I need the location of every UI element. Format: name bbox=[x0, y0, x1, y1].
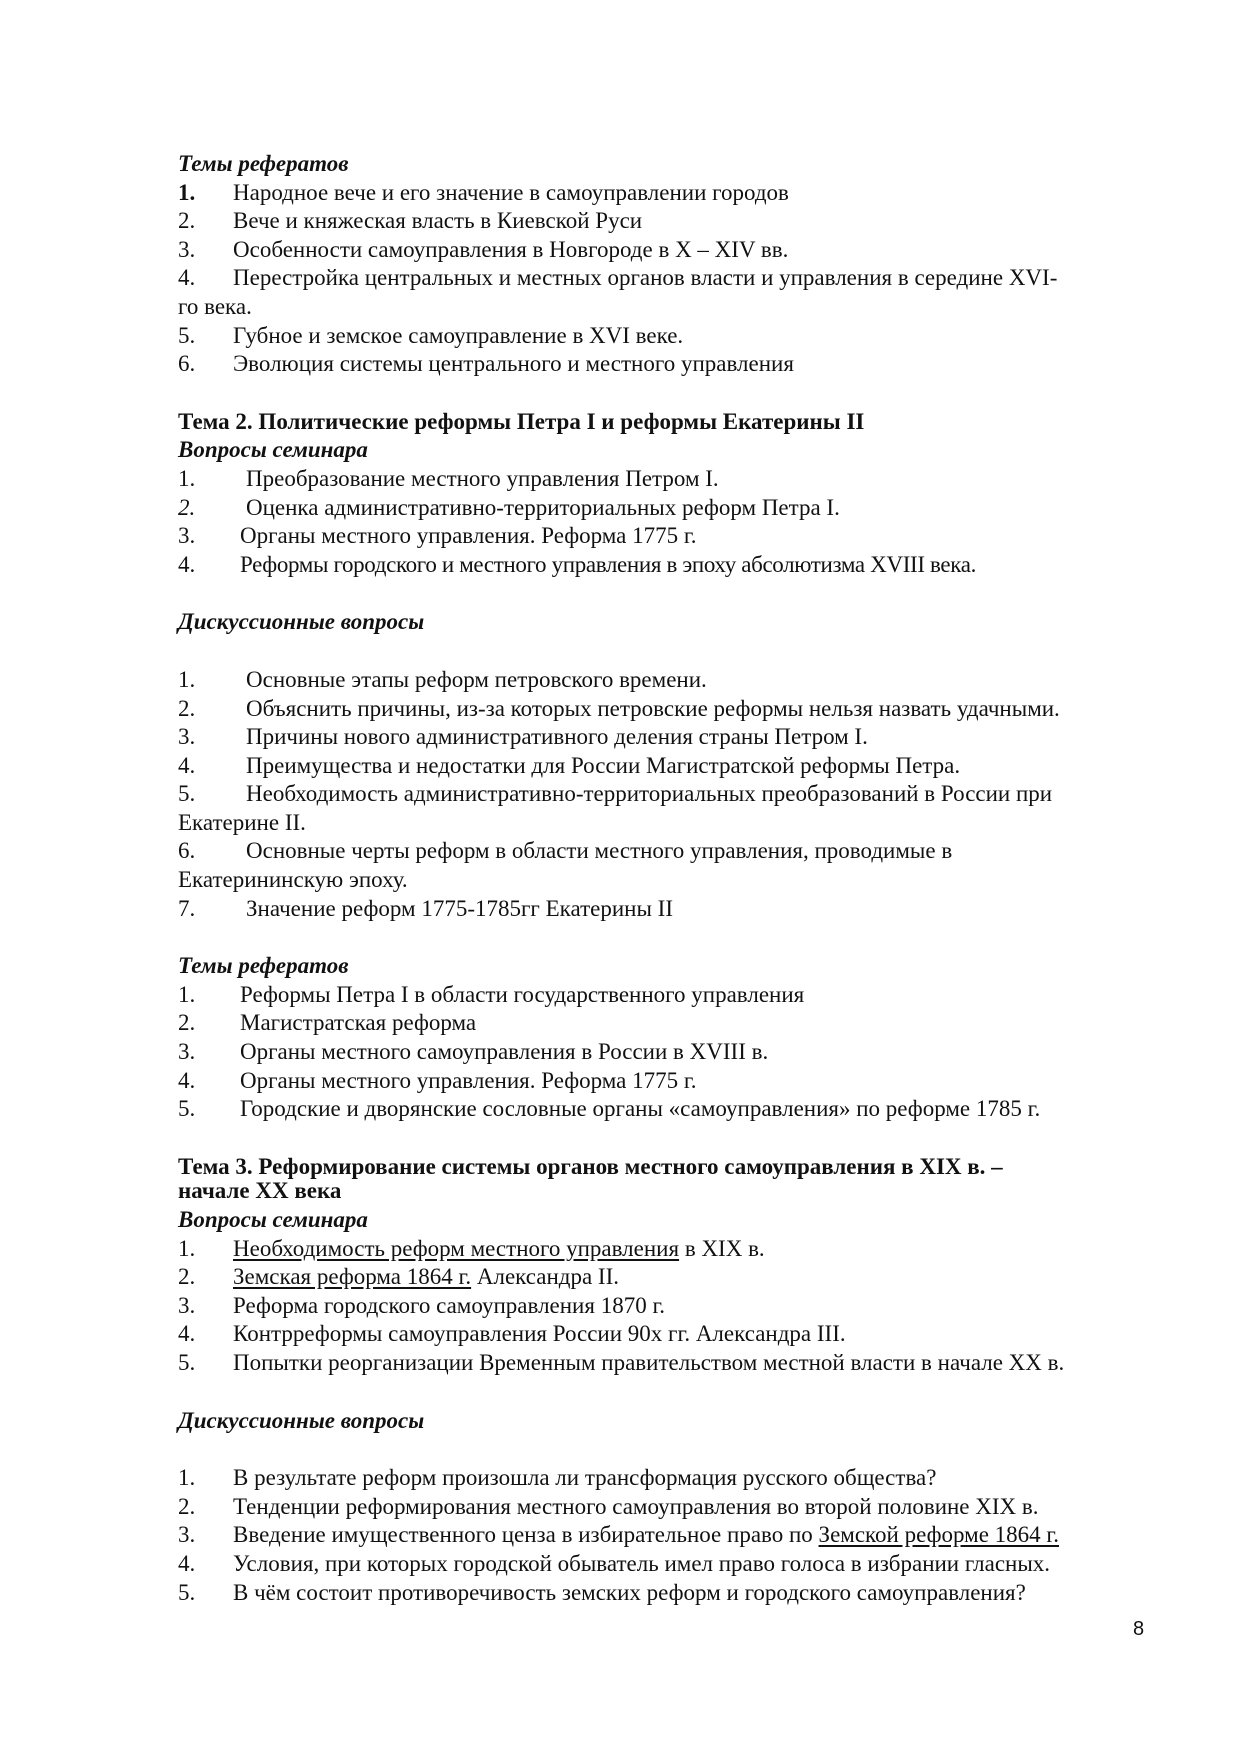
essays-heading: Темы рефератов bbox=[178, 151, 349, 176]
seminar-heading: Вопросы семинара bbox=[178, 437, 368, 463]
list-item: 4. Преимущества и недостатки для России Магистратской реформы Петра. bbox=[178, 752, 961, 778]
list-item: 3. Органы местного самоуправления в России в XVIII в. bbox=[178, 1039, 769, 1065]
discussion-heading: Дискуссионные вопросы bbox=[178, 609, 425, 635]
list-item: 3. Органы местного управления. Реформа 1775 г. bbox=[178, 523, 697, 549]
seminar-list bbox=[178, 465, 1138, 579]
topic-3-title: Тема 3. Реформирование системы органов местного самоуправления в XIX в. – начале XX века bbox=[178, 1153, 1003, 1204]
list-item: 3. Реформа городского самоуправления 1870 г. bbox=[178, 1292, 666, 1318]
topic-2-title: Тема 2. Политические реформы Петра I и реформы Екатерины II bbox=[178, 408, 865, 434]
list-item: 1. Основные этапы реформ петровского времени. bbox=[178, 666, 707, 692]
list-item: 1. В результате реформ произошла ли трансформация русского общества? bbox=[178, 1465, 937, 1491]
list-item: 1. Народное вече и его значение в самоуправлении городов bbox=[178, 179, 789, 205]
list-item: 5. Губное и земское самоуправление в XVI веке. bbox=[178, 322, 684, 348]
list-item: 4. Органы местного управления. Реформа 1775 г. bbox=[178, 1067, 697, 1093]
list-item: 7. Значение реформ 1775-1785гг Екатерины II bbox=[178, 895, 673, 921]
list-item: 1. Преобразование местного управления Петром I. bbox=[178, 465, 719, 491]
list-item: 1. Необходимость реформ местного управления в XIX в. bbox=[178, 1235, 765, 1261]
list-item: 2. Объяснить причины, из-за которых петровские реформы нельзя назвать удачными. bbox=[178, 695, 1060, 721]
list-item: 6. Основные черты реформ в области местного управления, проводимые в bbox=[178, 838, 953, 864]
list-item: 2. Земская реформа 1864 г. Александра II. bbox=[178, 1264, 619, 1290]
list-item: 2. Тенденции реформирования местного самоуправления во второй половине XIX в. bbox=[178, 1493, 1039, 1519]
list-item: 4. Контрреформы самоуправления России 90х гг. Александра III. bbox=[178, 1321, 846, 1347]
list-item-continuation: го века. bbox=[178, 293, 252, 319]
discussion-heading: Дискуссионные вопросы bbox=[178, 1407, 425, 1433]
list-item: 4. Реформы городского и местного управления в эпоху абсолютизма XVIII века. bbox=[178, 551, 977, 577]
list-item: 3. Особенности самоуправления в Новгороде в X – XIV вв. bbox=[178, 236, 789, 262]
seminar-heading: Вопросы семинара bbox=[178, 1207, 368, 1232]
list-item: 6. Эволюция системы центрального и местного управления bbox=[178, 351, 794, 377]
list-item: 2. Оценка административно-территориальных реформ Петра I. bbox=[178, 494, 840, 520]
list-item-continuation: Екатерининскую эпоху. bbox=[178, 867, 408, 893]
list-item: 5. Попытки реорганизации Временным правительством местной власти в начале XX в. bbox=[178, 1349, 1065, 1375]
discussion-list bbox=[178, 666, 1138, 923]
list-item-continuation: Екатерине II. bbox=[178, 809, 306, 835]
list-item: 3. Причины нового административного деления страны Петром I. bbox=[178, 724, 868, 750]
list-item: 4. Перестройка центральных и местных органов власти и управления в середине XVI- bbox=[178, 265, 1058, 291]
list-item: 4. Условия, при которых городской обыватель имел право голоса в избрании гласных. bbox=[178, 1550, 1051, 1576]
page-content bbox=[178, 150, 1138, 1607]
essays-heading: Темы рефератов bbox=[178, 953, 349, 979]
essays-list bbox=[178, 981, 1138, 1124]
list-item: 3. Введение имущественного ценза в избирательное право по Земской реформе 1864 г. bbox=[178, 1522, 1060, 1548]
list-item: 2. Магистратская реформа bbox=[178, 1010, 477, 1036]
list-item: 1. Реформы Петра I в области государственного управления bbox=[178, 981, 805, 1007]
list-item: 2. Вече и княжеская власть в Киевской Руси bbox=[178, 208, 643, 234]
essays-list bbox=[178, 179, 1138, 379]
list-item: 5. В чём состоит противоречивость земских реформ и городского самоуправления? bbox=[178, 1579, 1026, 1605]
page-number: 8 bbox=[1133, 1618, 1145, 1640]
seminar-list bbox=[178, 1235, 1138, 1378]
list-item: 5. Городские и дворянские сословные органы «самоуправления» по реформе 1785 г. bbox=[178, 1096, 1041, 1122]
discussion-list bbox=[178, 1464, 1138, 1607]
list-item: 5. Необходимость административно-территориальных преобразований в России при bbox=[178, 781, 1053, 807]
